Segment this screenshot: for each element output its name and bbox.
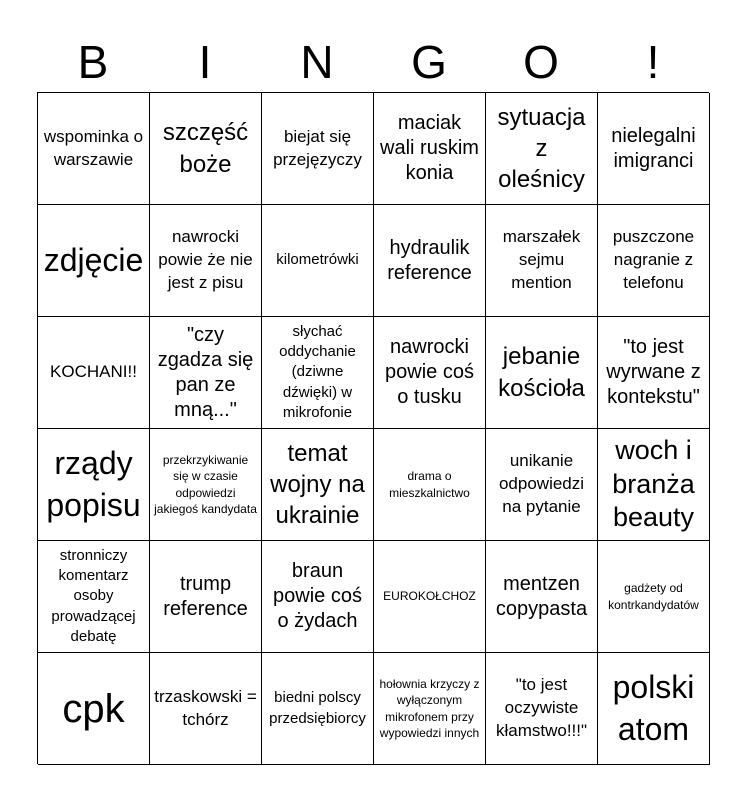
bingo-cell[interactable]: słychać oddychanie (dziwne dźwięki) w mikrofonie xyxy=(262,317,374,429)
header-letter-b: B xyxy=(77,36,109,88)
bingo-cell[interactable]: trzaskowski = tchórz xyxy=(150,653,262,765)
header-letter-g: G xyxy=(411,36,447,88)
bingo-cell[interactable]: wspominka o warszawie xyxy=(38,93,150,205)
bingo-cell[interactable]: puszczone nagranie z telefonu xyxy=(598,205,710,317)
bingo-cell[interactable]: marszałek sejmu mention xyxy=(486,205,598,317)
bingo-cell[interactable]: nawrocki powie coś o tusku xyxy=(374,317,486,429)
bingo-cell[interactable]: braun powie coś o żydach xyxy=(262,541,374,653)
bingo-cell[interactable]: rządy popisu xyxy=(38,429,150,541)
header-letter-i: I xyxy=(198,36,212,88)
bingo-cell[interactable]: hołownia krzyczy z wyłączonym mikrofonem przy wypowiedzi innych xyxy=(374,653,486,765)
bingo-cell[interactable]: hydraulik reference xyxy=(374,205,486,317)
bingo-header xyxy=(37,32,709,92)
bingo-cell[interactable]: mentzen copypasta xyxy=(486,541,598,653)
bingo-cell[interactable]: szczęść boże xyxy=(150,93,262,205)
bingo-cell[interactable]: trump reference xyxy=(150,541,262,653)
bingo-cell[interactable]: polski atom xyxy=(598,653,710,765)
bingo-cell[interactable]: unikanie odpowiedzi na pytanie xyxy=(486,429,598,541)
bingo-cell[interactable]: KOCHANI!! xyxy=(38,317,150,429)
header-letter-o: O xyxy=(523,36,559,88)
bingo-cell[interactable]: gadżety od kontrkandydatów xyxy=(598,541,710,653)
bingo-cell[interactable]: "to jest oczywiste kłamstwo!!!" xyxy=(486,653,598,765)
header-letter-n: N xyxy=(300,36,334,88)
bingo-cell[interactable]: drama o mieszkalnictwo xyxy=(374,429,486,541)
bingo-cell[interactable]: nielegalni imigranci xyxy=(598,93,710,205)
bingo-cell[interactable]: jebanie kościoła xyxy=(486,317,598,429)
bingo-cell[interactable]: nawrocki powie że nie jest z pisu xyxy=(150,205,262,317)
bingo-cell[interactable]: stronniczy komentarz osoby prowadzącej debatę xyxy=(38,541,150,653)
bingo-cell[interactable]: woch i branża beauty xyxy=(598,429,710,541)
bingo-cell[interactable]: temat wojny na ukrainie xyxy=(262,429,374,541)
bingo-cell[interactable]: "czy zgadza się pan ze mną..." xyxy=(150,317,262,429)
bingo-cell[interactable]: przekrzykiwanie się w czasie odpowiedzi jakiegoś kandydata xyxy=(150,429,262,541)
bingo-cell[interactable]: kilometrówki xyxy=(262,205,374,317)
bingo-cell[interactable]: sytuacja z oleśnicy xyxy=(486,93,598,205)
bingo-cell[interactable]: cpk xyxy=(38,653,150,765)
bingo-cell[interactable]: biejat się przejęzyczy xyxy=(262,93,374,205)
bingo-board xyxy=(37,92,709,764)
bingo-cell[interactable]: maciak wali ruskim konia xyxy=(374,93,486,205)
bingo-cell[interactable]: biedni polscy przedsiębiorcy xyxy=(262,653,374,765)
bingo-cell[interactable]: zdjęcie xyxy=(38,205,150,317)
bingo-cell[interactable]: EUROKOŁCHOZ xyxy=(374,541,486,653)
bingo-cell[interactable]: "to jest wyrwane z kontekstu" xyxy=(598,317,710,429)
header-letter-exclamation: ! xyxy=(646,36,660,88)
